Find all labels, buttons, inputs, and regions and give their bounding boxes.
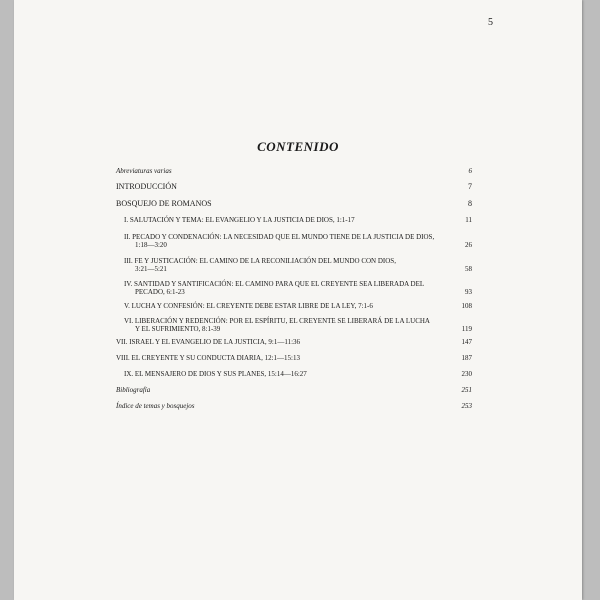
toc-entry-page: 230 bbox=[461, 370, 472, 378]
toc-entry-label: III. FE Y JUSTICACIÓN: EL CAMINO DE LA RECONILIACIÓN DEL MUNDO CON DIOS, bbox=[124, 257, 396, 265]
toc-entry-chapter-6 bbox=[124, 317, 472, 335]
toc-entry-label-continued: 3:21—5:21 bbox=[135, 265, 167, 273]
toc-entry-chapter-1 bbox=[124, 216, 472, 225]
toc-entry-introduccion bbox=[116, 183, 472, 193]
toc-entry-page: 93 bbox=[465, 288, 472, 296]
page-title: CONTENIDO bbox=[257, 139, 339, 154]
toc-entry-chapter-8 bbox=[116, 354, 472, 363]
toc-entry-bibliografia bbox=[116, 386, 472, 395]
toc-entry-label: Abreviaturas varias bbox=[116, 167, 172, 175]
toc-entry-label: IX. EL MENSAJERO DE DIOS Y SUS PLANES, 15:14—16:27 bbox=[124, 370, 307, 378]
toc-entry-chapter-5 bbox=[124, 302, 472, 311]
toc-entry-page: 58 bbox=[465, 265, 472, 273]
toc-entry-label-continued: PECADO, 6:1-23 bbox=[135, 288, 185, 296]
toc-entry-page: 147 bbox=[461, 338, 472, 346]
toc-entry-page: 119 bbox=[461, 325, 472, 333]
toc-entry-chapter-4 bbox=[124, 280, 472, 298]
toc-entry-page: 8 bbox=[468, 199, 472, 208]
toc-entry-chapter-2 bbox=[124, 233, 472, 251]
toc-entry-page: 26 bbox=[465, 241, 472, 249]
toc-entry-bosquejo bbox=[116, 200, 472, 210]
toc-entry-label-continued: 1:18—3:20 bbox=[135, 241, 167, 249]
toc-entry-label: VII. ISRAEL Y EL EVANGELIO DE LA JUSTICIA, 9:1—11:36 bbox=[116, 338, 301, 346]
toc-entry-label: II. PECADO Y CONDENACIÓN: LA NECESIDAD QUE EL MUNDO TIENE DE LA JUSTICIA DE DIOS, bbox=[124, 233, 435, 241]
toc-entry-label: VIII. EL CREYENTE Y SU CONDUCTA DIARIA, 12:1—15:13 bbox=[116, 354, 300, 362]
toc-entry-label: INTRODUCCIÓN bbox=[116, 182, 177, 191]
toc-entry-chapter-9 bbox=[124, 370, 472, 379]
document-page bbox=[14, 0, 582, 600]
toc-entry-label: Bibliografía bbox=[116, 386, 151, 394]
toc-entry-chapter-3 bbox=[124, 257, 472, 275]
toc-entry-page: 253 bbox=[461, 402, 472, 410]
toc-entry-label: Índice de temas y bosquejos bbox=[116, 402, 195, 410]
page-number: 5 bbox=[488, 17, 493, 28]
toc-entry-label: VI. LIBERACIÓN Y REDENCIÓN: POR EL ESPÍRITU, EL CREYENTE SE LIBERARÁ DE LA LUCHA bbox=[124, 317, 430, 325]
toc-entry-label: I. SALUTACIÓN Y TEMA: EL EVANGELIO Y LA JUSTICIA DE DIOS, 1:1-17 bbox=[124, 216, 355, 224]
toc-entry-label: IV. SANTIDAD Y SANTIFICACIÓN: EL CAMINO PARA QUE EL CREYENTE SEA LIBERADA DEL bbox=[124, 280, 425, 288]
toc-entry-page: 11 bbox=[465, 216, 472, 224]
toc-entry-page: 6 bbox=[468, 167, 472, 175]
toc-entry-indice bbox=[116, 402, 472, 411]
toc-entry-page: 7 bbox=[468, 182, 472, 191]
toc-entry-page: 108 bbox=[461, 302, 472, 310]
toc-entry-label: V. LUCHA Y CONFESIÓN: EL CREYENTE DEBE ESTAR LIBRE DE LA LEY, 7:1-6 bbox=[124, 302, 373, 310]
toc-entry-label-continued: Y EL SUFRIMIENTO, 8:1-39 bbox=[135, 325, 221, 333]
toc-entry-page: 251 bbox=[461, 386, 472, 394]
toc-entry-chapter-7 bbox=[116, 338, 472, 347]
toc-entry-label: BOSQUEJO DE ROMANOS bbox=[116, 199, 212, 208]
toc-entry-abreviaturas bbox=[116, 167, 472, 176]
toc-entry-page: 187 bbox=[461, 354, 472, 362]
